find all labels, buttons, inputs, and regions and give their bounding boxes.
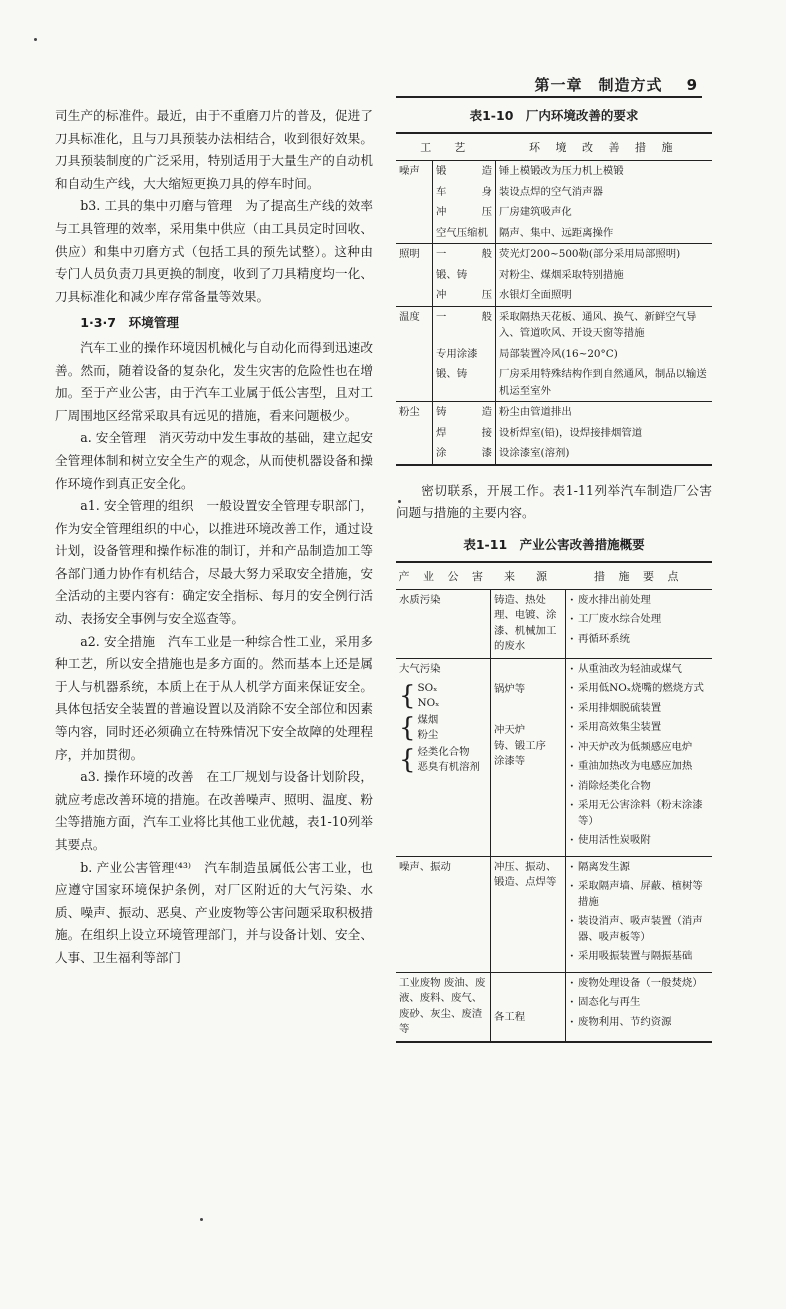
running-header <box>535 74 698 95</box>
pollutant: 恶臭有机溶剂 <box>417 761 480 774</box>
source-item: 冲天炉 <box>494 724 526 737</box>
process-cell <box>433 244 496 265</box>
measure-cell: 厂房建筑吸声化 <box>499 206 572 218</box>
pollution-type: 水质污染 <box>396 589 491 658</box>
pollutant: SOₓ <box>417 682 438 695</box>
measure-item: · 采取隔声墙、屏蔽、植树等措施 <box>569 879 709 910</box>
pollutant: 烃类化合物 <box>417 746 470 759</box>
process-label: 铸 <box>436 406 447 418</box>
measure-item: · 废物处理设备（一般焚烧） <box>569 976 709 992</box>
measure-item: · 再循环系统 <box>569 632 709 648</box>
table-row <box>396 223 712 244</box>
process-cell <box>433 443 496 465</box>
paragraph: b3. 工具的集中刃磨与管理 为了提高生产线的效率与工具管理的效率，采用集中供应（由工具员定时回收、供应）和集中刃磨方式（包括工具的预先试整）。这种由专门人员负责刀具更换的制度，收到了刀具精度均一化、刀具标准化和减少库存常备量等效果。 <box>55 198 373 304</box>
scan-speck <box>34 38 37 41</box>
table-caption: 表1-10 厂内环境改善的要求 <box>469 108 639 123</box>
process-label: 造 <box>481 406 492 418</box>
pollution-table <box>396 561 712 1043</box>
paragraph: 汽车工业的操作环境因机械化与自动化而得到迅速改善。然而，随着设备的复杂化，发生灾害的危险性也在增加。至于产业公害，由于汽车工业属于低公害型，且对工厂周围地区经常采取具有远见的措施，看来问题极少。 <box>55 339 373 423</box>
measure-cell: 锤上模锻改为压力机上模锻 <box>496 161 713 182</box>
process-cell <box>433 423 496 444</box>
process-label: 压 <box>481 289 492 301</box>
measure-cell: 水银灯全面照明 <box>499 289 572 301</box>
pollution-type: 噪声、振动 <box>396 856 491 972</box>
pollution-source <box>491 972 566 1042</box>
table-caption: 表1-11 产业公害改善措施概要 <box>463 536 645 552</box>
column-header: 环 境 改 善 措 施 <box>496 133 713 161</box>
process-label: 般 <box>481 248 492 260</box>
source-item: 各工程 <box>494 1010 526 1023</box>
paragraph: 密切联系，开展工作。表1-11列举汽车制造厂公害问题与措施的主要内容。 <box>396 482 712 521</box>
table-row <box>396 658 712 856</box>
process-label: 造 <box>481 165 492 177</box>
measure-item: · 废水排出前处理 <box>569 593 709 609</box>
pollutant: 煤烟 <box>417 714 439 727</box>
process-label: 身 <box>481 185 492 198</box>
process-label: 漆 <box>481 447 492 459</box>
process-cell <box>433 364 496 402</box>
left-column <box>55 105 373 970</box>
process-label: 空气压缩机 <box>436 226 488 239</box>
table-row <box>396 443 712 465</box>
measure-item: · 采用无公害涂料（粉末涂漆等） <box>569 798 709 829</box>
source-item: 锅炉等 <box>494 682 526 695</box>
pollution-type-label: 大气污染 <box>399 662 441 675</box>
category-cell: 噪声 <box>396 161 433 244</box>
measure-item: · 隔离发生源 <box>569 860 709 876</box>
scan-speck <box>398 500 401 503</box>
pollution-type <box>396 658 491 856</box>
column-header: 产 业 公 害 <box>396 562 491 590</box>
process-label: 锻 <box>436 165 447 177</box>
table-row <box>396 285 712 306</box>
measures-cell <box>566 589 713 658</box>
measure-cell: 粉尘由管道排出 <box>496 402 713 423</box>
process-cell <box>433 306 496 344</box>
measure-item: · 采用排烟脱硫装置 <box>569 701 709 717</box>
measure-cell: 对粉尘、煤烟采取特别措施 <box>499 268 624 281</box>
environment-table <box>396 132 712 466</box>
chapter-title: 第一章 制造方式 <box>534 76 663 94</box>
paragraph: 司生产的标准件。最近，由于不重磨刀片的普及，促进了刀具标准化，且与刀具预装办法相结合，收到很好效果。刀具预装制度的广泛采用，特别适用于大量生产的自动机和自动生产线，大大缩短更换刀具的停车时间。 <box>55 108 373 191</box>
measure-cell: 采取隔热天花板、通风、换气、新鲜空气导入、管道吹风、开设天窗等措施 <box>496 306 713 344</box>
pollution-source: 冲压、振动、锻造、点焊等 <box>491 856 566 972</box>
process-label: 车 <box>436 185 447 198</box>
measure-cell: 厂房采用特殊结构作到自然通风，制品以输送机运至室外 <box>499 368 707 397</box>
measure-item: · 采用高效集尘装置 <box>569 720 709 736</box>
pollutant: NOₓ <box>417 697 440 710</box>
process-label: 压 <box>481 206 492 218</box>
measure-item: · 从重油改为轻油或煤气 <box>569 662 709 678</box>
header-rule <box>396 96 702 98</box>
process-cell <box>433 223 496 244</box>
page-number: 9 <box>686 76 698 94</box>
process-cell <box>433 202 496 223</box>
table-row <box>396 182 712 203</box>
process-label: 锻、铸 <box>436 368 468 380</box>
process-label: 接 <box>481 426 492 439</box>
column-header: 来 源 <box>491 562 566 590</box>
measure-cell: 设析焊室(铅)，设焊接排烟管道 <box>499 426 643 439</box>
table-row <box>396 856 712 972</box>
process-label: 焊 <box>436 426 447 439</box>
measure-item: · 重油加热改为电感应加热 <box>569 759 709 775</box>
process-label: 一 <box>436 310 447 323</box>
table-row <box>396 161 712 182</box>
category-cell: 温度 <box>396 306 433 402</box>
process-label: 冲 <box>436 206 447 218</box>
section-heading: 1·3·7 环境管理 <box>80 315 180 331</box>
table-row <box>396 344 712 365</box>
process-cell <box>433 344 496 365</box>
paragraph: a3. 操作环境的改善 在工厂规划与设备计划阶段，就应考虑改善环境的措施。在改善噪声、照明、温度、粉尘等措施方面，汽车工业将比其他工业优越，表1-10列举其要点。 <box>55 769 373 852</box>
measure-item: · 冲天炉改为低频感应电炉 <box>569 740 709 756</box>
paragraph: a1. 安全管理的组织 一般设置安全管理专职部门，作为安全管理组织的中心，以推进环境改善工作，通过设计划，设备管理和操作标准的制订，并和产品制造加工等各部门通力协作有机结合，尽最大努力采取安全措施，安全活动的主要内容有：确定安全指标、每月的安全例行活动、表扬安全事例与安全巡查等。 <box>55 498 373 627</box>
measures-cell <box>566 658 713 856</box>
right-column <box>396 100 712 1043</box>
measure-item: · 采用吸振装置与隔振基础 <box>569 949 709 965</box>
process-label: 锻、铸 <box>436 268 468 281</box>
table-row <box>396 364 712 402</box>
table-row <box>396 589 712 658</box>
pollutant: 粉尘 <box>417 729 439 742</box>
process-label: 涂 <box>436 447 447 459</box>
measure-item: · 工厂废水综合处理 <box>569 612 709 628</box>
measure-cell: 设涂漆室(溶剂) <box>499 447 570 459</box>
source-item: 涂漆等 <box>494 755 526 768</box>
table-row <box>396 202 712 223</box>
process-cell <box>433 161 496 182</box>
column-header: 措 施 要 点 <box>566 562 713 590</box>
paragraph: a2. 安全措施 汽车工业是一种综合性工业，采用多种工艺，所以安全措施也是多方面的。然而基本上还是属于人与机器系统，本质上在于从人机学方面来保证安全。具体包括安全装置的普遍设置以及消除不安全部位和因素等内容，同时还必须确立在特殊情况下安全故障的处理程序，并加贯彻。 <box>55 633 373 762</box>
measure-cell: 隔声、集中、远距离操作 <box>499 226 614 239</box>
measure-item: · 使用活性炭吸附 <box>569 833 709 849</box>
scan-speck <box>200 1218 203 1221</box>
measure-cell: 装设点焊的空气消声器 <box>499 185 603 198</box>
measures-cell <box>566 972 713 1042</box>
source-item: 铸、锻工序 <box>494 739 546 752</box>
paragraph: b. 产业公害管理⁽⁴³⁾ 汽车制造虽属低公害工业，也应遵守国家环境保护条例，对厂区附近的大气污染、水质、噪声、振动、恶臭、产业废物等公害问题采取积极措施。在组织上设立环境管理部门，并与设备计划、安全、人事、卫生福利等部门 <box>55 859 373 965</box>
pollution-source: 铸造、热处理、电镀、涂漆、机械加工的废水 <box>491 589 566 658</box>
table-row <box>396 244 712 265</box>
table-row <box>396 402 712 423</box>
pollution-type: 工业废物 废油、废液、废料、废气、废砂、灰尘、废渣等 <box>396 972 491 1042</box>
process-label: 冲 <box>436 289 447 301</box>
table-row <box>396 972 712 1042</box>
process-cell <box>433 182 496 203</box>
paragraph: a. 安全管理 消灭劳动中发生事故的基础，建立起安全管理体制和树立安全生产的观念，从而使机器设备和操作环境作到真正安全化。 <box>55 430 373 491</box>
process-label: 一 <box>436 248 447 260</box>
table-row <box>396 265 712 286</box>
category-cell: 粉尘 <box>396 402 433 465</box>
process-cell <box>433 265 496 286</box>
category-cell: 照明 <box>396 244 433 307</box>
measure-item: · 装设消声、吸声装置（消声器、吸声板等） <box>569 914 709 945</box>
measure-cell: 局部装置冷风(16~20°C) <box>499 347 618 360</box>
process-cell <box>433 285 496 306</box>
measure-item: · 消除烃类化合物 <box>569 779 709 795</box>
column-header: 工 艺 <box>396 133 496 161</box>
table-row <box>396 306 712 344</box>
process-cell <box>433 402 496 423</box>
measures-cell <box>566 856 713 972</box>
process-label: 般 <box>481 310 492 323</box>
air-pollutant-groups: { SOₓ NOₓ { 煤烟 粉尘 { 烃类化合物 恶臭有机溶剂 <box>399 681 480 776</box>
table-row <box>396 423 712 444</box>
pollution-source <box>491 658 566 856</box>
measure-item: · 废物利用、节约资源 <box>569 1015 709 1031</box>
measure-item: · 采用低NOₓ烧嘴的燃烧方式 <box>569 681 709 697</box>
measure-item: · 固态化与再生 <box>569 995 709 1011</box>
measure-cell: 荧光灯200~500勒(部分采用局部照明) <box>496 244 713 265</box>
process-label: 专用涂漆 <box>436 347 478 360</box>
